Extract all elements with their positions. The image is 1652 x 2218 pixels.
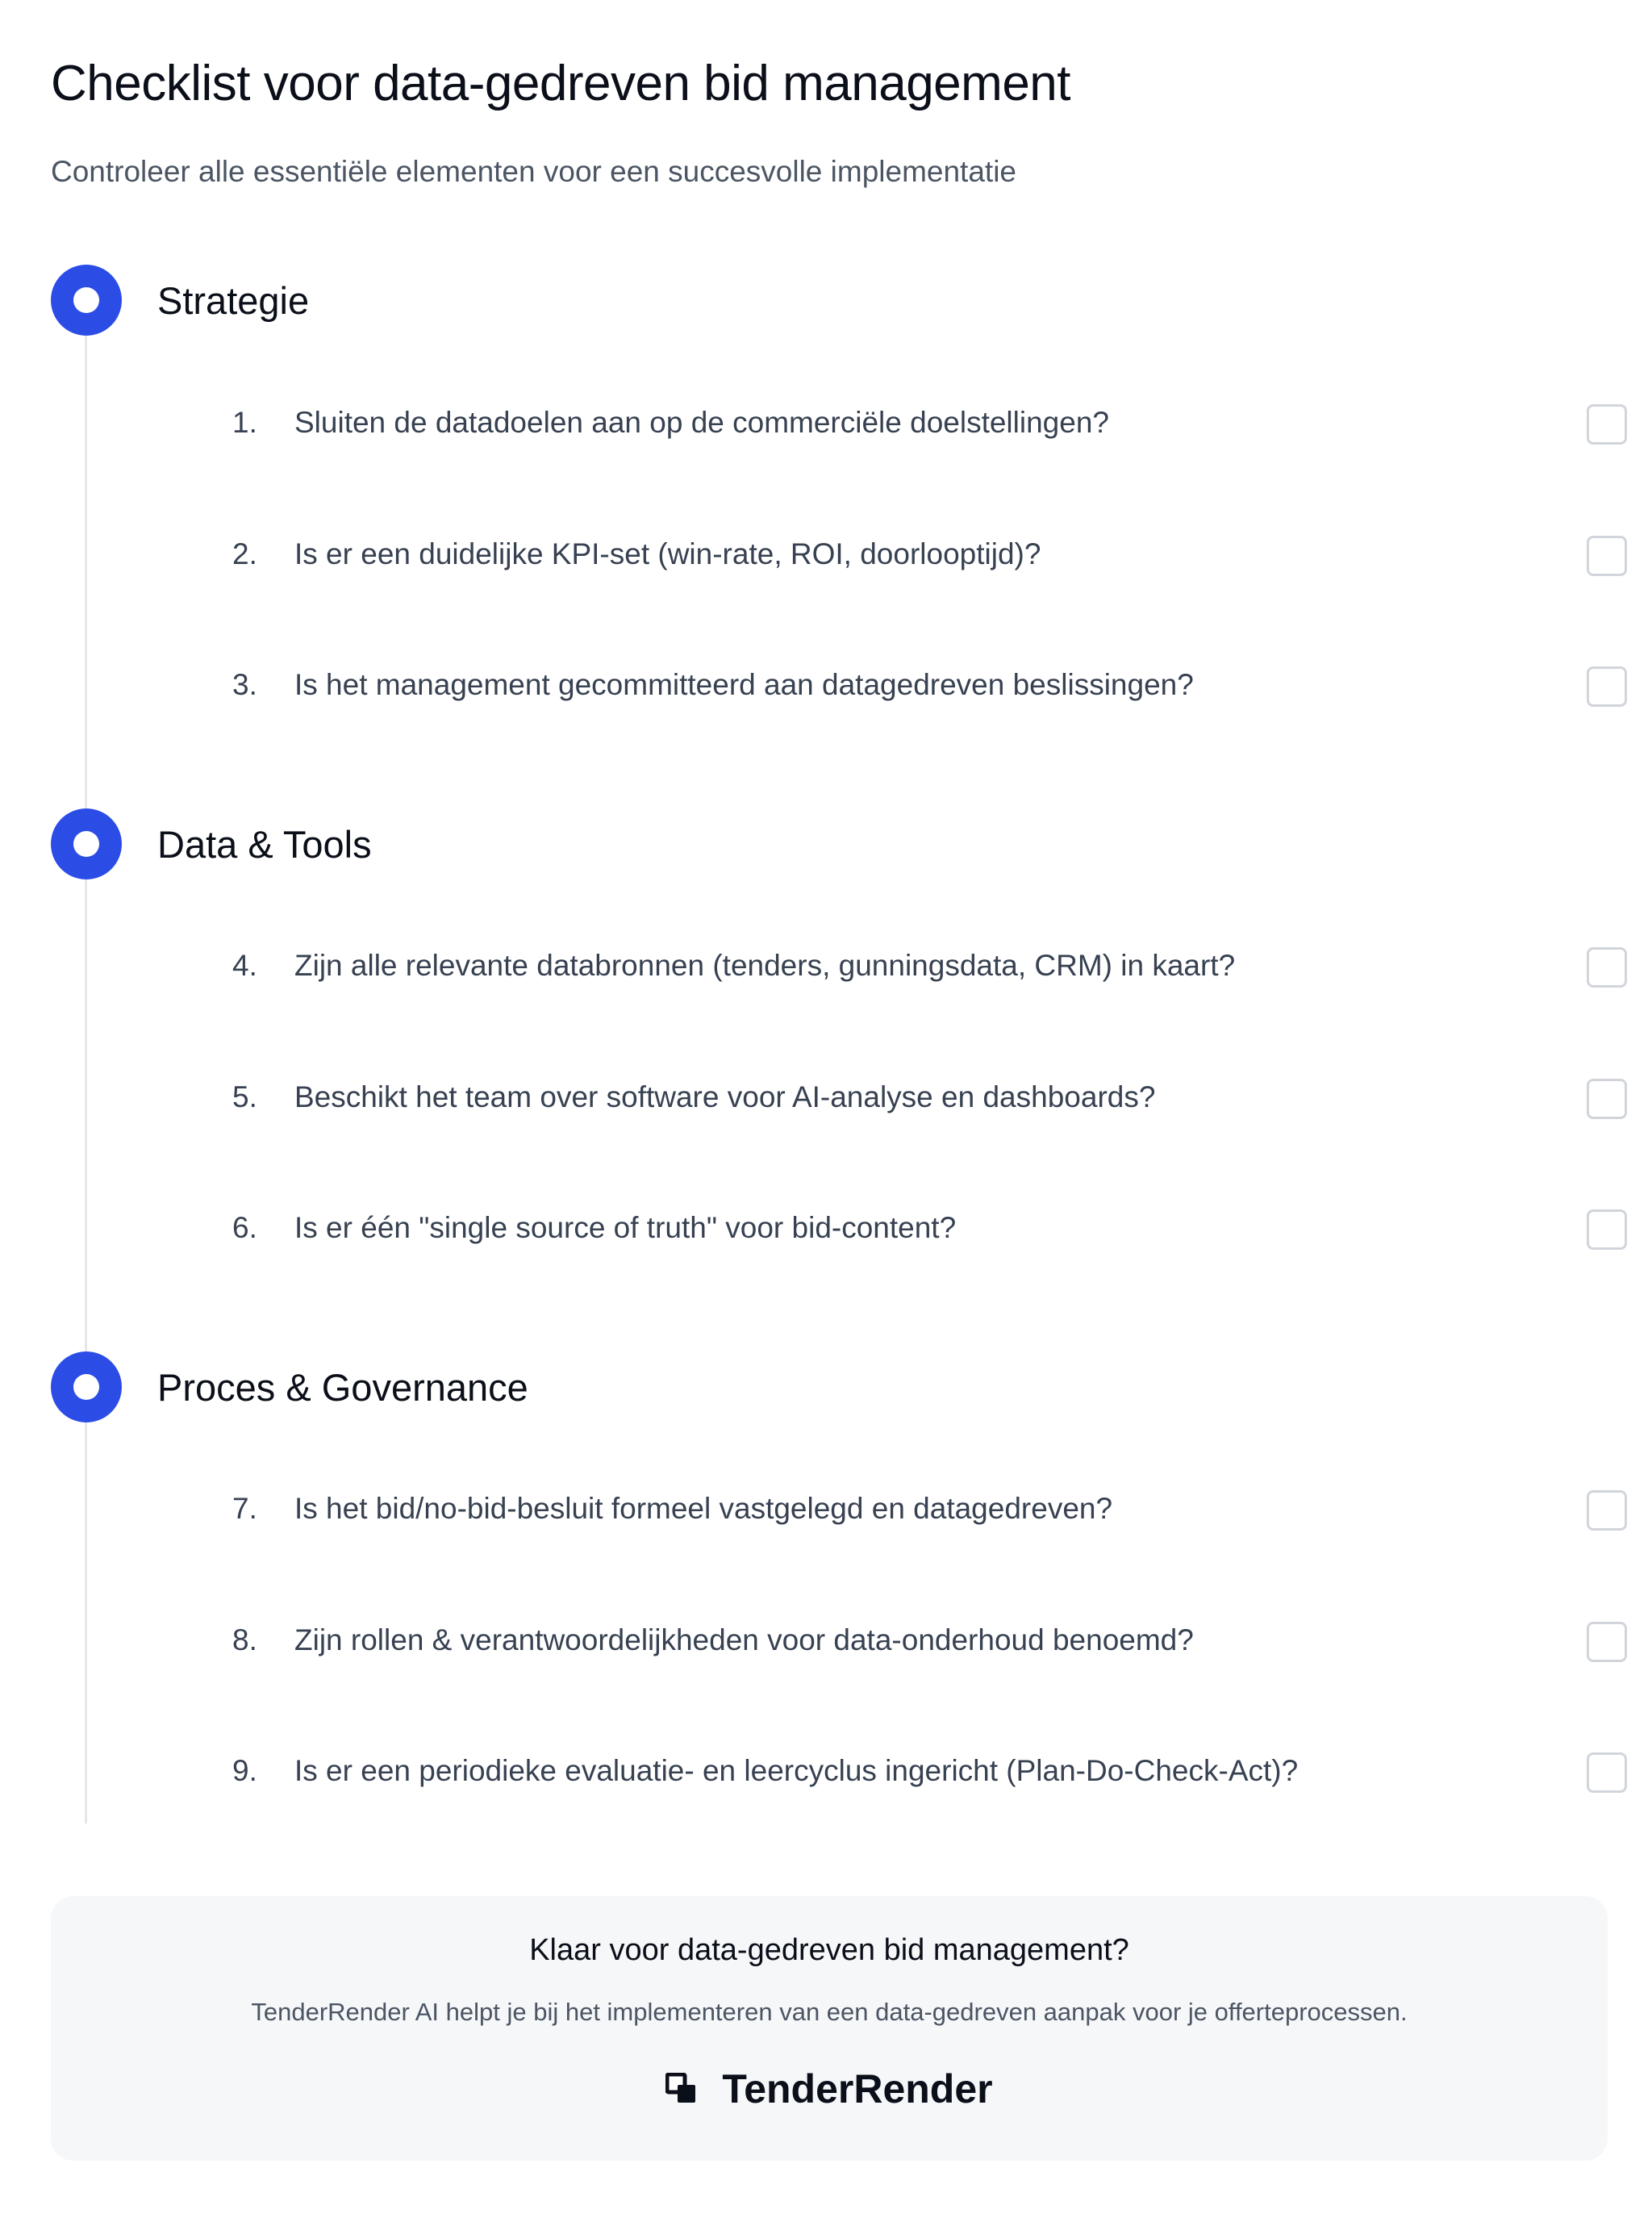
checklist-item-6 bbox=[180, 1206, 1632, 1255]
cta-text: TenderRender AI helpt je bij het implementeren van een data-gedreven aanpak voor je offerteprocessen. bbox=[251, 1998, 1408, 2026]
cta-card bbox=[51, 1896, 1608, 2161]
item-text: Is er één "single source of truth" voor bid-content? bbox=[294, 1211, 957, 1244]
item-9-checkbox[interactable] bbox=[1587, 1752, 1627, 1793]
item-7-checkbox[interactable] bbox=[1587, 1490, 1627, 1531]
checklist-item-1 bbox=[180, 401, 1632, 449]
item-text: Sluiten de datadoelen aan op de commerciële doelstellingen? bbox=[294, 406, 1109, 439]
item-3-checkbox[interactable] bbox=[1587, 666, 1627, 707]
item-number: 7. bbox=[232, 1492, 257, 1525]
item-1-checkbox[interactable] bbox=[1587, 404, 1627, 445]
checklist-item-9 bbox=[180, 1749, 1632, 1798]
brand-name: TenderRender bbox=[722, 2066, 993, 2111]
section-title-data-tools: Data & Tools bbox=[157, 823, 372, 866]
item-text: Beschikt het team over software voor AI-analyse en dashboards? bbox=[294, 1080, 1156, 1113]
item-text: Is er een periodieke evaluatie- en leercyclus ingericht (Plan-Do-Check-Act)? bbox=[294, 1754, 1299, 1787]
brand-logo bbox=[51, 2066, 1608, 2115]
section-marker-proces-governance bbox=[51, 1351, 122, 1422]
item-number: 4. bbox=[232, 949, 257, 982]
tenderrender-logo-icon bbox=[665, 2073, 698, 2105]
section-title-strategie: Strategie bbox=[157, 279, 310, 322]
item-6-checkbox[interactable] bbox=[1587, 1209, 1627, 1250]
checklist-item-2 bbox=[180, 533, 1632, 581]
page-subtitle: Controleer alle essentiële elementen voor een succesvolle implementatie bbox=[51, 155, 1016, 188]
item-number: 9. bbox=[232, 1754, 257, 1787]
checklist-item-8 bbox=[180, 1619, 1632, 1667]
item-number: 6. bbox=[232, 1211, 257, 1244]
item-8-checkbox[interactable] bbox=[1587, 1622, 1627, 1662]
item-text: Zijn rollen & verantwoordelijkheden voor data-onderhoud benoemd? bbox=[294, 1623, 1194, 1656]
checklist-item-5 bbox=[180, 1076, 1632, 1124]
section-marker-strategie bbox=[51, 265, 122, 336]
checklist-item-7 bbox=[180, 1487, 1632, 1535]
cta-title: Klaar voor data-gedreven bid management? bbox=[529, 1933, 1129, 1967]
item-number: 5. bbox=[232, 1080, 257, 1113]
page-title: Checklist voor data-gedreven bid management bbox=[51, 56, 1071, 111]
item-text: Is het management gecommitteerd aan datagedreven beslissingen? bbox=[294, 668, 1194, 701]
item-text: Is het bid/no-bid-besluit formeel vastgelegd en datagedreven? bbox=[294, 1492, 1113, 1525]
item-2-checkbox[interactable] bbox=[1587, 536, 1627, 576]
section-marker-data-tools bbox=[51, 808, 122, 879]
item-number: 8. bbox=[232, 1623, 257, 1656]
checklist-item-4 bbox=[180, 944, 1632, 992]
item-4-checkbox[interactable] bbox=[1587, 947, 1627, 988]
checklist-item-3 bbox=[180, 663, 1632, 712]
item-text: Zijn alle relevante databronnen (tenders, gunningsdata, CRM) in kaart? bbox=[294, 949, 1236, 982]
timeline-line bbox=[85, 315, 87, 1823]
item-number: 1. bbox=[232, 406, 257, 439]
item-5-checkbox[interactable] bbox=[1587, 1079, 1627, 1119]
item-number: 3. bbox=[232, 668, 257, 701]
item-text: Is er een duidelijke KPI-set (win-rate, ROI, doorlooptijd)? bbox=[294, 537, 1041, 570]
item-number: 2. bbox=[232, 537, 257, 570]
section-title-proces-governance: Proces & Governance bbox=[157, 1366, 528, 1409]
